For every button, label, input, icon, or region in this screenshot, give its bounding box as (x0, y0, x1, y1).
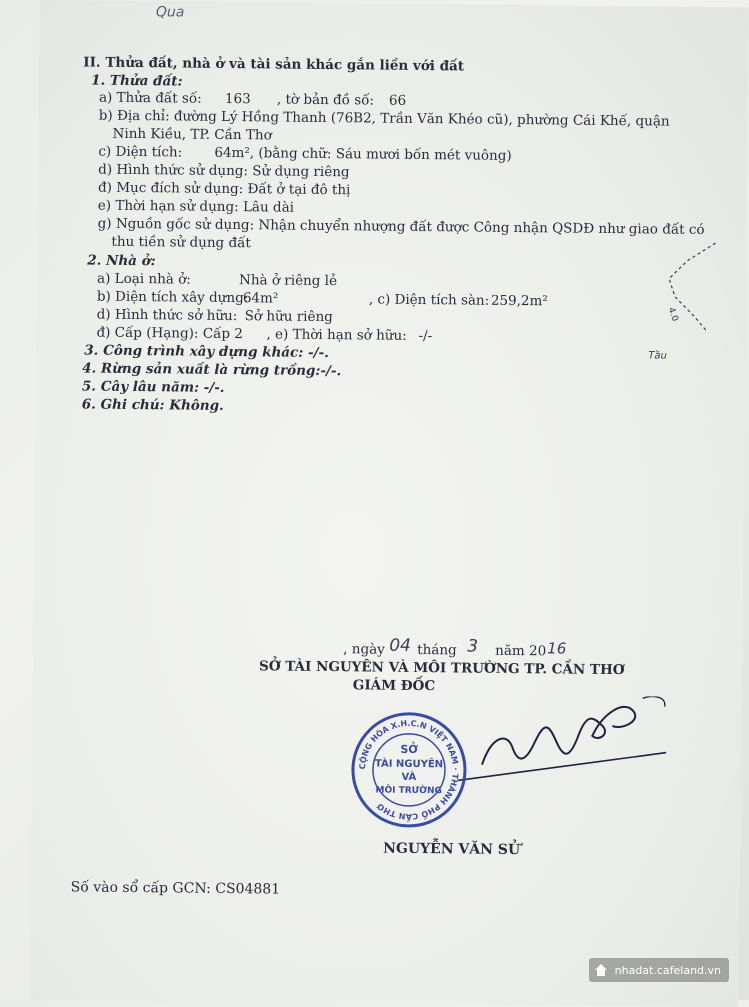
house-d-label: d) Hình thức sở hữu: (96, 306, 238, 325)
sketch-label: 4.0 (665, 306, 680, 323)
date-month: 3 (467, 636, 479, 657)
land-d: d) Hình thức sử dụng: Sử dụng riêng (98, 161, 350, 181)
land-a-value: 163 (224, 90, 251, 108)
land-dd: đ) Mục đích sử dụng: Đất ở tại đô thị (97, 179, 351, 199)
house-b-label: b) Diện tích xây dựng: (96, 288, 249, 307)
land-g-line2: thu tiền sử dụng đất (111, 233, 251, 252)
section-title: II. Thửa đất, nhà ở và tài sản khác gắn liền với đất (83, 54, 465, 75)
seal-line3: VÀ (401, 771, 417, 783)
land-a-map-value: 66 (388, 92, 407, 109)
land-c-label: c) Diện tích: (98, 143, 183, 161)
land-b-line1: b) Địa chỉ: đường Lý Hồng Thanh (76B2, Trần Văn Khéo cũ), phường Cái Khế, quận (98, 107, 670, 130)
certificate-page (30, 0, 749, 1007)
date-year-label: năm 20 (495, 642, 547, 660)
house-d-value: Sở hữu riêng (244, 308, 333, 326)
margin-note: Tầu (648, 350, 667, 362)
item-5: 5. Cây lâu năm: -/-. (81, 378, 225, 396)
house-a-label: a) Loại nhà ở: (97, 270, 191, 288)
house-e-value: -/- (418, 327, 433, 345)
top-scribble: Qua (155, 4, 185, 21)
date-day: 04 (389, 635, 412, 656)
plot-sketch (664, 239, 725, 340)
house-b-value: 64m² (242, 290, 279, 307)
issuer: SỞ TÀI NGUYÊN VÀ MÔI TRƯỜNG TP. CẦN THƠ (258, 658, 625, 679)
item-3: 3. Công trình xây dựng khác: -/-. (84, 342, 329, 362)
house-a-value: Nhà ở riêng lẻ (238, 272, 338, 290)
watermark-text: nhadat.cafeland.vn (614, 963, 721, 977)
director-signature (452, 694, 673, 786)
signer-name: NGUYỄN VĂN SỬ (383, 840, 521, 859)
house-dd-label: đ) Cấp (Hạng): Cấp 2 (96, 324, 243, 343)
date-year-suffix: 16 (547, 639, 567, 658)
watermark (589, 958, 729, 982)
land-e: e) Thời hạn sử dụng: Lâu dài (97, 197, 295, 216)
official-seal (349, 710, 468, 829)
item-6: 6. Ghi chú: Không. (81, 396, 224, 414)
position: GIÁM ĐỐC (352, 677, 436, 695)
register-number: Số vào sổ cấp GCN: CS04881 (70, 879, 281, 898)
date-prefix: , ngày (343, 641, 385, 658)
date-month-label: tháng (417, 641, 457, 659)
seal-line4: MÔI TRƯỜNG (375, 785, 443, 797)
land-b-line2: Ninh Kiều, TP. Cần Thơ (112, 125, 272, 144)
land-a-map-label: , tờ bản đồ số: (276, 91, 375, 109)
item-4: 4. Rừng sản xuất là rừng trồng:-/-. (82, 360, 342, 380)
house-e-label: , e) Thời hạn sở hữu: (266, 326, 407, 344)
seal-line2: TÀI NGUYÊN (374, 758, 444, 771)
house-c-label: , c) Diện tích sàn: (368, 291, 490, 309)
land-c-value: 64m², (bằng chữ: Sáu mươi bốn mét vuông) (214, 144, 512, 164)
house-c-value: 259,2m² (490, 292, 548, 310)
seal-ring-text: CỘNG HÒA X.H.C.N VIỆT NAM · THÀNH PHỐ CẦN THƠ (357, 718, 460, 821)
house-heading: 2. Nhà ở: (87, 252, 156, 270)
land-heading: 1. Thửa đất: (91, 72, 183, 90)
land-a-label: a) Thửa đất số: (98, 89, 202, 107)
land-g-line1: g) Nguồn gốc sử dụng: Nhận chuyển nhượng đất được Công nhận QSDĐ như giao đất có (97, 215, 705, 238)
home-icon (593, 962, 609, 978)
seal-line1: SỞ (400, 742, 419, 756)
